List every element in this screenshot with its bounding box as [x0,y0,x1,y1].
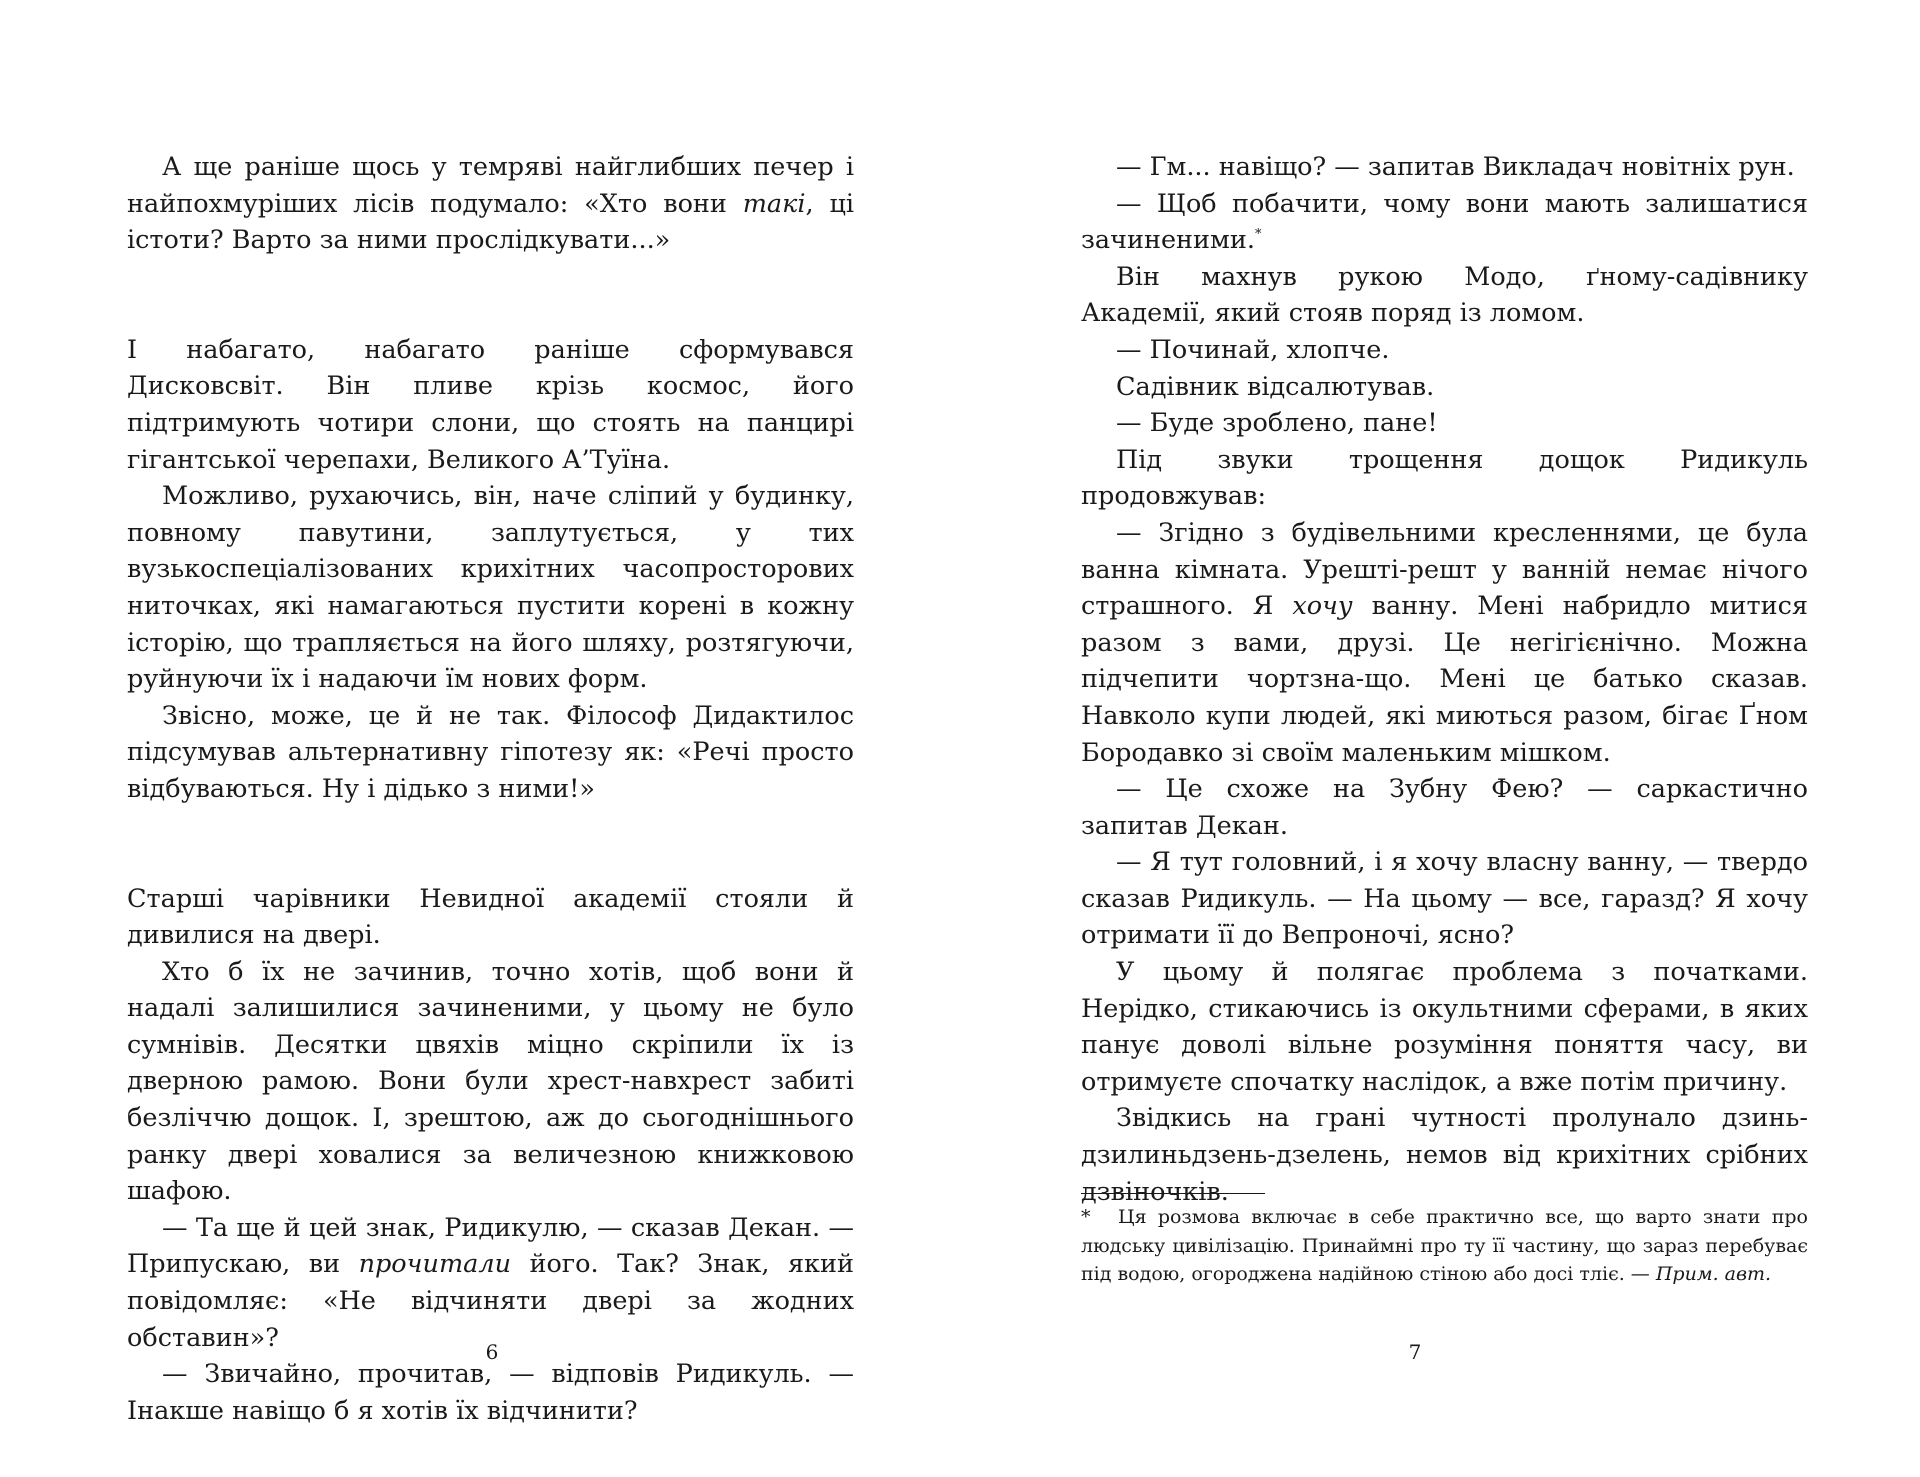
page-number: 7 [1408,1340,1422,1364]
paragraph: — Починай, хлопче. [1116,334,1390,365]
paragraph: Звідкись на грані чутності пролунало дзинь-дзилиньдзень-дзелень, немов від крихітних срібних дзвіночків. [1081,1103,1808,1207]
paragraph: — Гм... навіщо? — запитав Викладач новітніх рун. [1116,152,1795,182]
paragraph: Старші чарівники Невидної академії стояли й дивилися на двері. [127,883,854,951]
paragraph: У цьому й полягає проблема з початками. Нерідко, стикаючись із окультними сферами, в яких панує доволі вільне розуміння поняття часу, ви отримуєте спочатку наслідок, а вже потім причину. [1081,957,1808,1097]
paragraph: І набагато, набагато раніше сформувався Дисковсвіт. Він пливе крізь космос, його підтримують чотири слони, що стоять на панцирі гігантської черепахи, Великого А’Туїна. [127,334,854,475]
paragraph: А ще раніше щось у темряві найглибших печер і найпохмуріших лісів подумало: «Хто вони такі, ці істоти? Варто за ними прослідкувати...» [127,152,854,256]
paragraph: — Це схоже на Зубну Фею? — саркастично запитав Декан. [1081,774,1808,841]
paragraph: Хто б їх не зачинив, точно хотів, щоб вони й надалі залишилися зачиненими, у цьому не було сумнівів. Десятки цвяхів міцно скріпили їх із дверною рамою. Вони були хрест-навхрест забиті безліччю дощок. І, зрештою, аж до сьогоднішнього ранку двері ховалися за величезною книжковою шафою. [127,956,854,1207]
right-text-block [1081,149,1808,1210]
paragraph: — Згідно з будівельними кресленнями, це була ванна кімната. Урешті-решт у ванній немає нічого страшного. Я хочу ванну. Мені набридло митися разом з вами, друзі. Це негігієнічно. Можна підчепити чортзна-що. Мені це батько сказав. Навколо купи людей, які миються разом, бігає Ґном Бородавко зі своїм маленьким мішком. [1081,517,1808,768]
footnote-marker: * [1254,227,1262,243]
paragraph: Можливо, рухаючись, він, наче сліпий у будинку, повному павутини, заплутується, у тих вузькоспеціалізованих крихітних часопросторових ниточках, які намагаються пустити корені в кожну історію, що трапляється на його шляху, розтягуючи, руйнуючи їх і надаючи їм нових форм. [127,481,854,695]
footnote-text: Ця розмова включає в себе практично все, що варто знати про людську цивілізацію. Принаймні про ту її частину, що зараз перебуває під водою, огороджена надійною стіною або досі тліє. — [1081,1206,1808,1285]
paragraph: — Звичайно, прочитав, — відповів Ридикуль. — Інакше навіщо б я хотів їх відчинити? [127,1359,854,1426]
paragraph: — Буде зроблено, пане! [1116,408,1438,439]
right-page [960,0,1920,1477]
paragraph: Під звуки трощення дощок Ридикуль продовжував: [1081,444,1808,512]
page-number: 6 [485,1340,499,1364]
footnote-divider [1081,1193,1265,1194]
paragraph: — Та ще й цей знак, Ридикулю, — сказав Декан. — Припускаю, ви прочитали його. Так? Знак, який повідомляє: «Не відчиняти двері за жодних обставин»? [127,1212,854,1353]
paragraph: — Щоб побачити, чому вони мають залишатися зачиненими.* [1081,188,1808,256]
paragraph: Звісно, може, це й не так. Філософ Дидактилос підсумував альтернативну гіпотезу як: «Речі просто відбуваються. Ну і дідько з ними!» [127,700,854,804]
footnote-marker: * [1081,1206,1091,1228]
paragraph: Він махнув рукою Модо, ґному-садівнику Академії, який стояв поряд із ломом. [1081,261,1808,329]
footnote [1081,1203,1808,1289]
section-break [127,259,854,332]
left-text-block [127,149,854,1429]
paragraph: Садівник відсалютував. [1116,371,1435,402]
paragraph: — Я тут головний, і я хочу власну ванну, — твердо сказав Ридикуль. — На цьому — все, гаразд? Я хочу отримати її до Вепроночі, ясно? [1081,847,1808,951]
footnote-attribution: Прим. авт. [1655,1263,1772,1285]
section-break [127,808,854,881]
